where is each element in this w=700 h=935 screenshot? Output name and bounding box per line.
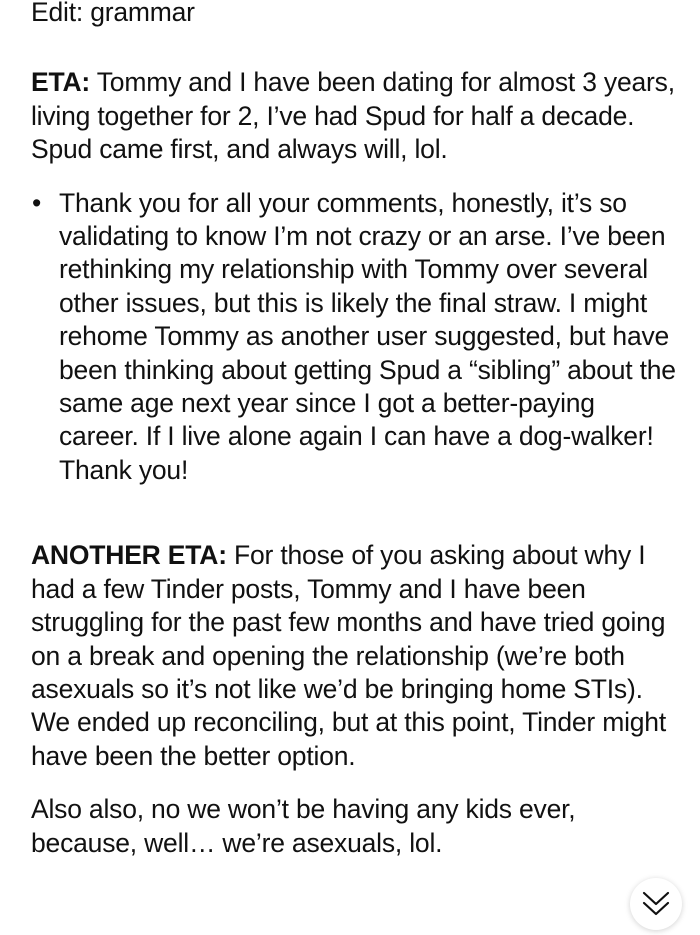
- bullet-dot: •: [32, 187, 42, 218]
- eta-paragraph: [31, 66, 681, 166]
- post-body: [31, 0, 681, 860]
- bullet-item: [31, 187, 681, 488]
- eta-text: Tommy and I have been dating for almost 3 years, living together for 2, I’ve had Spud for half a decade. Spud came first, and always will, lol.: [31, 67, 675, 165]
- another-eta-text: For those of you asking about why I had a few Tinder posts, Tommy and I have been struggling for the past few months and have tried going on a break and opening the relationship (we’re both asexuals so it’s not like we’d be bringing home STIs). We ended up reconciling, but at this point, Tinder might have been the better option.: [31, 540, 666, 771]
- also-paragraph: Also also, no we won’t be having any kids ever, because, well… we’re asexuals, lol.: [31, 794, 576, 858]
- another-eta-label: ANOTHER ETA:: [31, 540, 227, 571]
- scroll-down-button[interactable]: [630, 878, 682, 930]
- double-chevron-down-icon: [641, 889, 671, 919]
- eta-label: ETA:: [31, 67, 91, 98]
- bullet-text: Thank you for all your comments, honestly, it’s so validating to know I’m not crazy or an arse. I’ve been rethinking my relationship with Tommy over several other issues, but this is likely the final straw. I might rehome Tommy as another user suggested, but have been thinking about getting Spud a “sibling” about the same age next year since I got a better-paying career. If I live alone again I can have a dog-walker! Thank you!: [59, 187, 676, 485]
- edit-note: Edit: grammar: [31, 0, 195, 27]
- another-eta-paragraph: [31, 539, 681, 773]
